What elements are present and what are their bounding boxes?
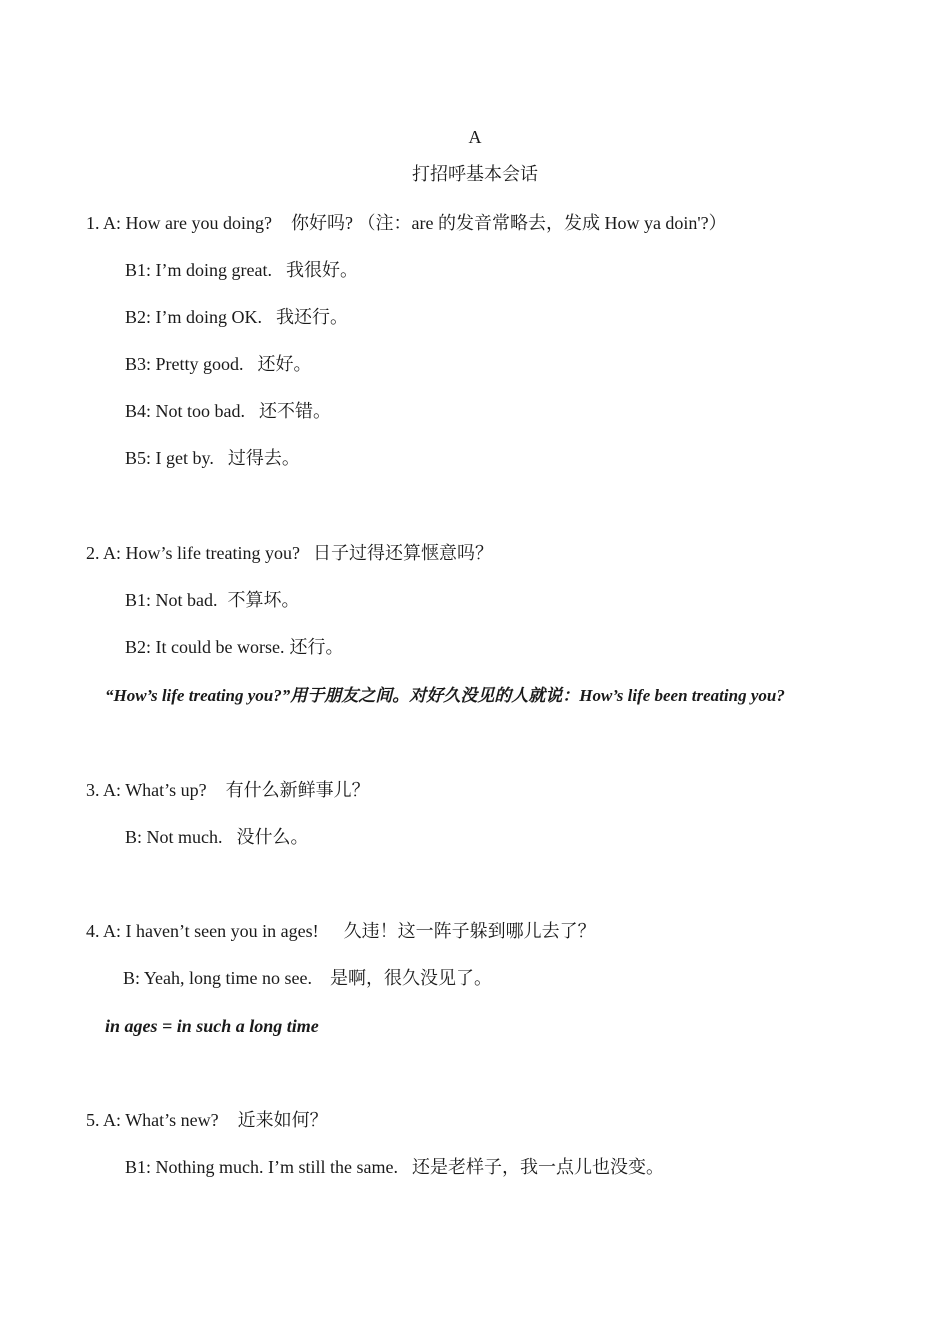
item-number: 3. — [86, 780, 100, 800]
answer-en: B: Not much. — [125, 827, 223, 847]
question-en: A: What’s up? — [103, 780, 207, 800]
question-en: A: I haven’t seen you in ages! — [103, 921, 319, 941]
question-3 — [86, 778, 370, 802]
answer — [123, 966, 492, 990]
answer-en: B5: I get by. — [125, 448, 214, 468]
answer — [125, 825, 309, 849]
answer-zh: 还行。 — [289, 637, 344, 657]
answer — [125, 305, 348, 329]
answer — [125, 446, 300, 470]
usage-note: “How’s life treating you?”用于朋友之间。对好久没见的人就说：How’s life been treating you? — [105, 686, 785, 705]
section-letter: A — [468, 127, 482, 147]
answer-zh: 还是老样子，我一点儿也没变。 — [411, 1157, 664, 1177]
question-5 — [86, 1108, 328, 1132]
question-en: A: What’s new? — [103, 1110, 219, 1130]
question-zh: 有什么新鲜事儿？ — [225, 780, 370, 800]
answer — [125, 399, 331, 423]
question-1 — [86, 211, 727, 235]
answer-en: B3: Pretty good. — [125, 354, 244, 374]
answer-zh: 我很好。 — [285, 260, 358, 280]
question-zh: 你好吗? （注：are 的发音常略去，发成 How ya doin'?） — [290, 213, 727, 233]
answer-zh: 还好。 — [257, 354, 312, 374]
answer-en: B: Yeah, long time no see. — [123, 968, 312, 988]
question-en: A: How are you doing? — [103, 213, 272, 233]
answer-zh: 没什么。 — [236, 827, 309, 847]
answer — [125, 258, 358, 282]
answer-en: B4: Not too bad. — [125, 401, 245, 421]
question-zh: 近来如何？ — [237, 1110, 328, 1130]
question-2 — [86, 541, 493, 565]
question-zh: 久违！这一阵子躲到哪儿去了？ — [343, 921, 596, 941]
item-number: 5. — [86, 1110, 100, 1130]
page-title: 打招呼基本会话 — [412, 164, 538, 184]
question-zh: 日子过得还算惬意吗？ — [312, 543, 493, 563]
answer-en: B1: Nothing much. I’m still the same. — [125, 1157, 398, 1177]
answer-en: B2: I’m doing OK. — [125, 307, 262, 327]
answer-zh: 是啊，很久没见了。 — [330, 968, 492, 988]
item-number: 2. — [86, 543, 100, 563]
question-4 — [86, 919, 596, 943]
answer — [125, 352, 312, 376]
answer — [125, 588, 300, 612]
answer — [125, 1155, 664, 1179]
question-en: A: How’s life treating you? — [103, 543, 300, 563]
answer-en: B1: I’m doing great. — [125, 260, 272, 280]
answer-zh: 过得去。 — [227, 448, 300, 468]
answer-zh: 不算坏。 — [227, 590, 300, 610]
answer — [125, 635, 343, 659]
answer-zh: 还不错。 — [259, 401, 331, 421]
answer-zh: 我还行。 — [276, 307, 348, 327]
usage-note: in ages = in such a long time — [105, 1016, 319, 1036]
answer-en: B1: Not bad. — [125, 590, 218, 610]
answer-en: B2: It could be worse. — [125, 637, 285, 657]
item-number: 1. — [86, 213, 100, 233]
item-number: 4. — [86, 921, 100, 941]
